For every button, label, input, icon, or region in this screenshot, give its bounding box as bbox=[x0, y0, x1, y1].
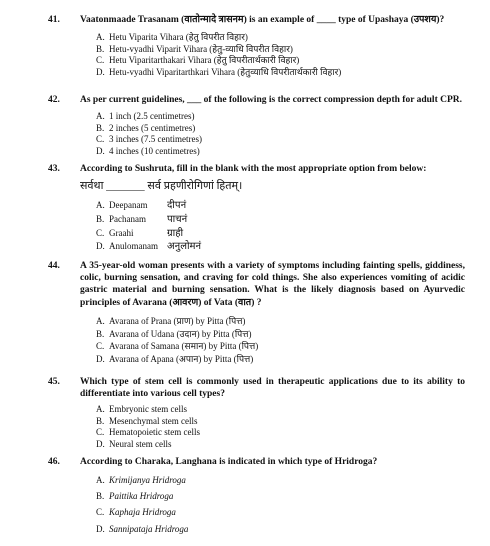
option-letter: B. bbox=[96, 415, 105, 426]
option-text: Hetu-vyadhi Viparitarthkari Vihara (हेतुव्याधि विपरीतार्थकारी विहार) bbox=[109, 66, 342, 77]
option-text: Paittika Hridroga bbox=[109, 491, 174, 502]
options-list bbox=[96, 32, 341, 78]
question-text: Vaatonmaade Trasanam (वातोन्मादे त्रासनम) is an example of ____ type of Upashaya (उपशय)? bbox=[80, 15, 445, 25]
option-c bbox=[96, 340, 258, 353]
options-list bbox=[96, 315, 258, 365]
option-d bbox=[96, 521, 188, 537]
question-number: 44. bbox=[48, 261, 60, 271]
question-text: As per current guidelines, ___ of the following is the correct compression depth for adult CPR. bbox=[80, 95, 463, 105]
option-letter: A. bbox=[96, 316, 105, 326]
option-a bbox=[96, 315, 258, 328]
option-d bbox=[96, 146, 202, 158]
option-text: Neural stem cells bbox=[109, 438, 172, 449]
option-text: Graahi bbox=[109, 227, 134, 238]
option-b bbox=[96, 488, 188, 504]
option-letter: C. bbox=[96, 227, 105, 238]
option-letter: D. bbox=[96, 438, 105, 449]
option-letter: B. bbox=[96, 43, 105, 54]
option-a bbox=[96, 32, 341, 44]
question-number: 43. bbox=[48, 164, 60, 174]
option-d bbox=[96, 353, 258, 366]
options-list bbox=[96, 472, 188, 537]
option-d bbox=[96, 439, 200, 451]
option-text: Hetu Viparitarthakari Vihara (हेतु विपरीतार्थकारी विहार) bbox=[109, 55, 300, 66]
option-a bbox=[96, 199, 201, 213]
question-text: According to Sushruta, fill in the blank with the most appropriate option from below: bbox=[80, 164, 427, 174]
option-letter: C. bbox=[96, 427, 105, 438]
option-text: Avarana of Samana (समान) by Pitta (पित्त) bbox=[109, 341, 259, 352]
option-letter: D. bbox=[96, 353, 105, 364]
question-number: 45. bbox=[48, 377, 60, 387]
option-text: Hematopoietic stem cells bbox=[109, 427, 200, 438]
option-b bbox=[96, 213, 201, 227]
option-sanskrit: ग्राही bbox=[167, 227, 184, 239]
question-text: According to Charaka, Langhana is indicated in which type of Hridroga? bbox=[80, 457, 378, 467]
option-text: 2 inches (5 centimetres) bbox=[109, 122, 196, 133]
question-number: 46. bbox=[48, 457, 60, 467]
option-letter: B. bbox=[96, 491, 105, 502]
option-letter: A. bbox=[96, 475, 105, 485]
option-text: Anulomanam bbox=[109, 241, 158, 252]
option-text: 1 inch (2.5 centimetres) bbox=[109, 111, 195, 121]
option-text: 3 inches (7.5 centimetres) bbox=[109, 134, 202, 145]
option-c bbox=[96, 427, 200, 439]
option-b bbox=[96, 328, 258, 341]
option-c bbox=[96, 504, 188, 520]
option-letter: B. bbox=[96, 213, 105, 224]
option-letter: C. bbox=[96, 341, 105, 352]
option-text: 4 inches (10 centimetres) bbox=[109, 145, 200, 156]
option-d bbox=[96, 240, 201, 254]
option-text: Avarana of Udana (उदान) by Pitta (पित्त) bbox=[109, 328, 252, 339]
option-b bbox=[96, 416, 200, 428]
option-text: Embryonic stem cells bbox=[109, 404, 187, 414]
option-text: Pachanam bbox=[109, 213, 146, 224]
option-text: Mesenchymal stem cells bbox=[109, 415, 198, 426]
option-text: Sannipataja Hridroga bbox=[109, 523, 189, 534]
question-number: 42. bbox=[48, 95, 60, 105]
option-c bbox=[96, 55, 341, 67]
option-b bbox=[96, 44, 341, 56]
option-letter: D. bbox=[96, 145, 105, 156]
option-letter: A. bbox=[96, 111, 105, 121]
option-sanskrit: दीपनं bbox=[167, 200, 187, 211]
question-text: A 35-year-old woman presents with a variety of symptoms including fainting spells, giddiness, colic, burning sensation, and craving for cold things. She also experiences vomiting of acidic gastric material and burning sensation. What is the likely diagnosis based on Ayurvedic principles of Avarana (आवरण) of Vata (वात) ? bbox=[80, 261, 465, 308]
option-letter: A. bbox=[96, 200, 105, 210]
option-d bbox=[96, 67, 341, 79]
option-letter: B. bbox=[96, 328, 105, 339]
option-a bbox=[96, 472, 188, 488]
option-c bbox=[96, 134, 202, 146]
option-text: Avarana of Apana (अपान) by Pitta (पित्त) bbox=[109, 353, 254, 364]
option-letter: C. bbox=[96, 134, 105, 145]
options-list bbox=[96, 404, 200, 450]
question-number: 41. bbox=[48, 15, 60, 25]
options-list bbox=[96, 111, 202, 157]
options-list bbox=[96, 199, 201, 254]
option-sanskrit: पाचनं bbox=[167, 213, 188, 225]
option-text: Hetu Viparita Vihara (हेतु विपरीत विहार) bbox=[109, 32, 248, 42]
question-text: Which type of stem cell is commonly used in therapeutic applications due to its ability to differentiate into various cell types? bbox=[80, 377, 465, 400]
option-text: Kaphaja Hridroga bbox=[109, 507, 176, 518]
option-letter: A. bbox=[96, 404, 105, 414]
option-letter: D. bbox=[96, 66, 105, 77]
option-text: Avarana of Prana (प्राण) by Pitta (पित्त) bbox=[109, 316, 246, 326]
option-letter: A. bbox=[96, 32, 105, 42]
option-text: Krimijanya Hridroga bbox=[109, 475, 186, 485]
option-a bbox=[96, 404, 200, 416]
option-text: Hetu-vyadhi Viparit Vihara (हेतु-व्याधि विपरीत विहार) bbox=[109, 43, 293, 54]
option-letter: D. bbox=[96, 523, 105, 534]
option-text: Deepanam bbox=[109, 200, 148, 210]
option-b bbox=[96, 123, 202, 135]
option-letter: B. bbox=[96, 122, 105, 133]
option-letter: D. bbox=[96, 241, 105, 252]
option-a bbox=[96, 111, 202, 123]
option-sanskrit: अनुलोमनं bbox=[167, 241, 202, 253]
sanskrit-verse: सर्वथा _______ सर्व प्रहणीरोगिणां हितम्। bbox=[80, 180, 243, 192]
option-letter: C. bbox=[96, 507, 105, 518]
option-c bbox=[96, 227, 201, 241]
option-letter: C. bbox=[96, 55, 105, 66]
